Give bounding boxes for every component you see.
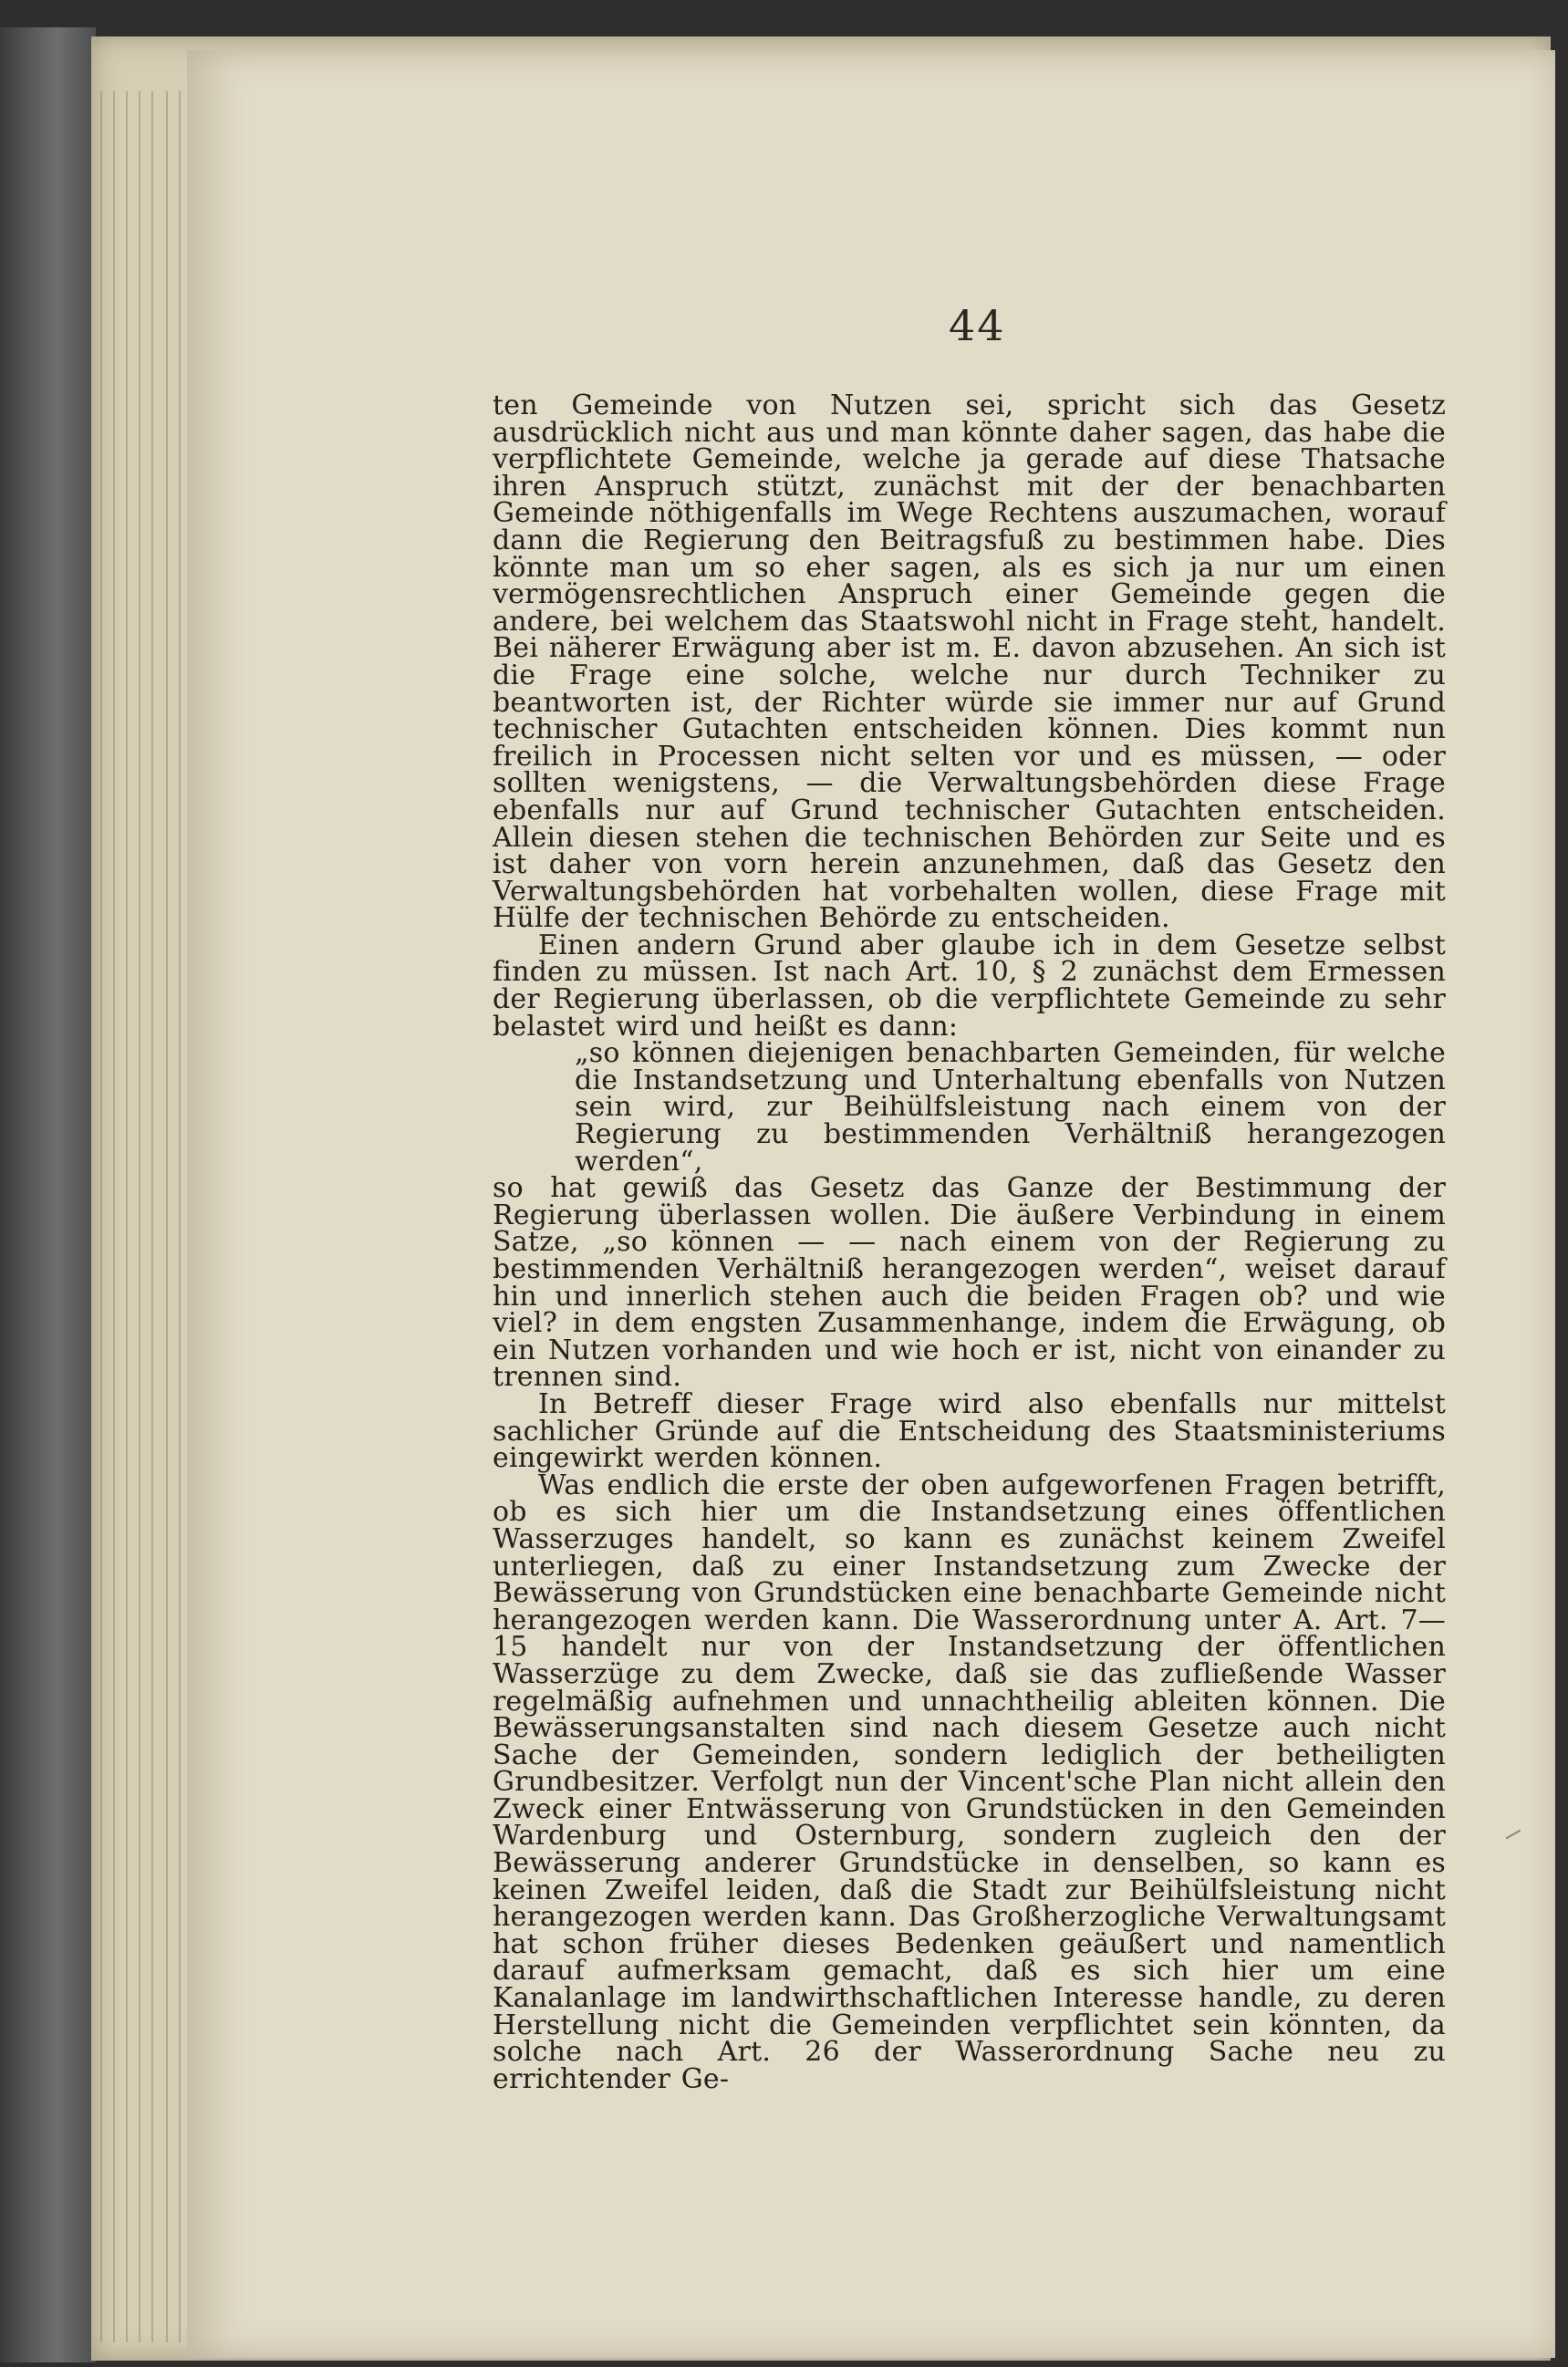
- paragraph: Was endlich die erste der oben aufgeworfenen Fragen betrifft, ob es sich hier um die Instandsetzung eines öffentlichen Wasserzuges handelt, so kann es zunächst keinem Zweifel unterliegen, daß zu einer Instandsetzung zum Zwecke der Bewässerung von Grundstücken eine benachbarte Gemeinde nicht herangezogen werden kann. Die Wasserordnung unter A. Art. 7—15 handelt nur von der Instandsetzung der öffentlichen Wasserzüge zu dem Zwecke, daß sie das zufließende Wasser regelmäßig aufnehmen und unnachtheilig ableiten können. Die Bewässerungsanstalten sind nach diesem Gesetze auch nicht Sache der Gemeinden, sondern lediglich der betheiligten Grundbesitzer. Verfolgt nun der Vincent'sche Plan nicht allein den Zweck einer Entwässerung von Grundstücken in den Gemeinden Wardenburg und Osternburg, sondern zugleich den der Bewässerung anderer Grundstücke in denselben, so kann es keinen Zweifel leiden, daß die Stadt zur Beihülfsleistung nicht herangezogen werden kann. Das Großherzogliche Verwaltungsamt hat schon früher dieses Bedenken geäußert und namentlich darauf aufmerksam gemacht, daß es sich hier um eine Kanalanlage im landwirthschaftlichen Interesse handle, zu deren Herstellung nicht die Gemeinden verpflichtet sein könnten, da solche nach Art. 26 der Wasserordnung Sache neu zu errichtender Ge-: [493, 1469, 1446, 2095]
- body-text: [493, 389, 1446, 2095]
- book-cover-edge: [0, 27, 96, 2362]
- page-edge-line: [166, 91, 168, 2342]
- page-number: 44: [949, 301, 1006, 350]
- paragraph: so hat gewiß das Gesetz das Ganze der Bestimmung der Regierung überlassen wollen. Die äußere Verbindung in einem Satze, „so können — — nach einem von der Regierung zu bestimmenden Verhältniß herangezogen werden“, weiset darauf hin und innerlich stehen auch die beiden Fragen ob? und wie viel? in dem engsten Zusammenhange, indem die Erwägung, ob ein Nutzen vorhanden und wie hoch er ist, nicht von einander zu trennen sind.: [493, 1172, 1446, 1394]
- page-edge-line: [179, 91, 181, 2342]
- page-edge-line: [151, 91, 153, 2342]
- page-edge-line: [113, 91, 115, 2342]
- paragraph: Einen andern Grund aber glaube ich in dem Gesetze selbst finden zu müssen. Ist nach Art. 10, § 2 zunächst dem Ermessen der Regierung überlassen, ob die verpflichtete Gemeinde zu sehr belastet wird und heißt es dann:: [493, 929, 1446, 1043]
- paragraph: In Betreff dieser Frage wird also ebenfalls nur mittelst sachlicher Gründe auf die Entscheidung des Staatsministeriums eingewirkt werden können.: [493, 1387, 1446, 1475]
- page-edge-line: [100, 91, 102, 2342]
- quoted-law-text: „so können diejenigen benachbarten Gemeinden, für welche die Instandsetzung und Unterhaltung ebenfalls von Nutzen sein wird, zur Beihülfsleistung nach einem von der Regierung zu bestimmenden Verhältniß herangezogen werden“,: [575, 1037, 1446, 1178]
- page-edge-line: [139, 91, 140, 2342]
- page-edge-line: [126, 91, 128, 2342]
- paragraph: ten Gemeinde von Nutzen sei, spricht sich das Gesetz ausdrücklich nicht aus und man könnte daher sagen, das habe die verpflichtete Gemeinde, welche ja gerade auf diese Thatsache ihren Anspruch stützt, zunächst mit der der benachbarten Gemeinde nöthigenfalls im Wege Rechtens auszumachen, worauf dann die Regierung den Beitragsfuß zu bestimmen habe. Dies könnte man um so eher sagen, als es sich ja nur um einen vermögensrechtlichen Anspruch einer Gemeinde gegen die andere, bei welchem das Staatswohl nicht in Frage steht, handelt. Bei näherer Erwägung aber ist m. E. davon abzusehen. An sich ist die Frage eine solche, welche nur durch Techniker zu beantworten ist, der Richter würde sie immer nur auf Grund technischer Gutachten entscheiden können. Dies kommt nun freilich in Processen nicht selten vor und es müssen, — oder sollten wenigstens, — die Verwaltungsbehörden diese Frage ebenfalls nur auf Grund technischer Gutachten entscheiden. Allein diesen stehen die technischen Behörden zur Seite und es ist daher von vorn herein anzunehmen, daß das Gesetz den Verwaltungsbehörden hat vorbehalten wollen, diese Frage mit Hülfe der technischen Behörde zu entscheiden.: [493, 389, 1446, 935]
